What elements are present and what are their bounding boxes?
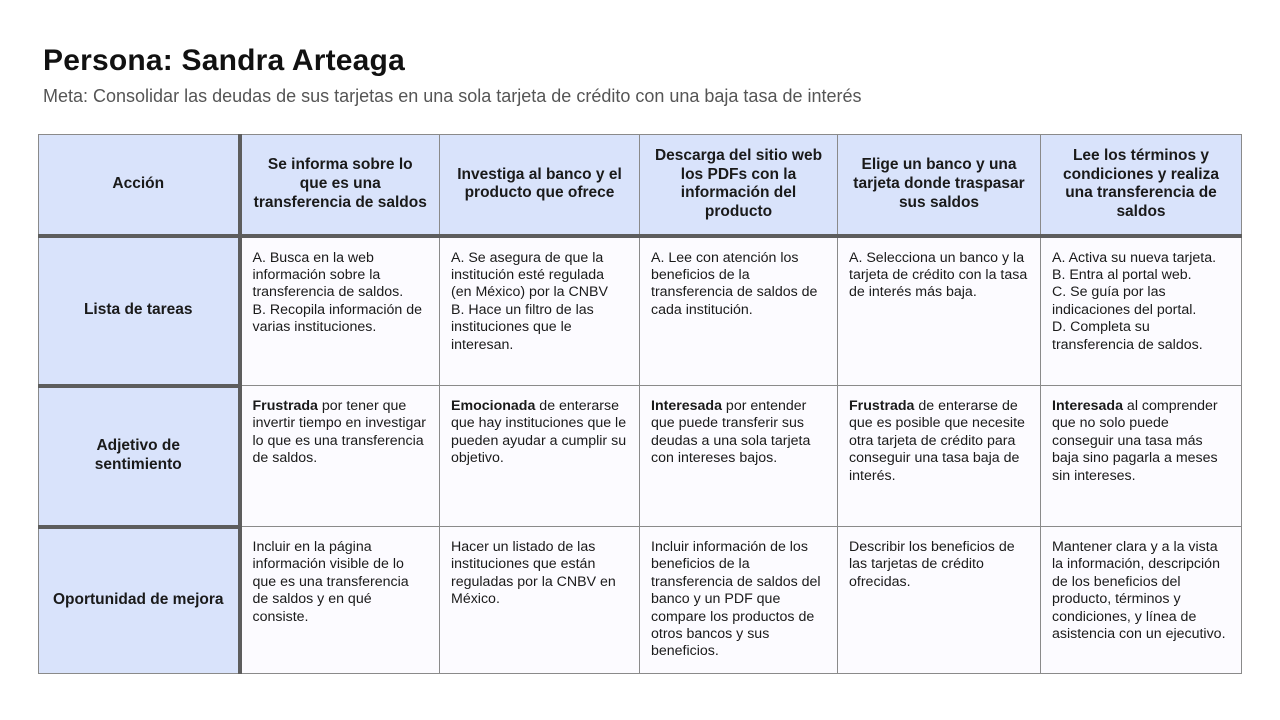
feeling-row bbox=[39, 386, 1242, 527]
corner-header: Acción bbox=[39, 135, 240, 236]
task-cell bbox=[1041, 236, 1242, 386]
opportunity-cell: Mantener clara y a la vista la información, descripción de los beneficios del producto, términos y condiciones, y línea de asistencia con un ejecutivo. bbox=[1041, 527, 1242, 674]
task-line: A. Se asegura de que la institución esté regulada (en México) por la CNBV bbox=[451, 249, 608, 301]
task-line: B. Recopila información de varias instituciones. bbox=[252, 301, 423, 336]
feeling-adjective: Interesada bbox=[1052, 398, 1123, 414]
task-line: A. Activa su nueva tarjeta. bbox=[1052, 249, 1217, 266]
feeling-cell bbox=[640, 386, 838, 527]
task-line: C. Se guía por las indicaciones del portal. bbox=[1052, 284, 1197, 318]
column-header: Se informa sobre lo que es una transferencia de saldos bbox=[240, 135, 440, 236]
task-line: A. Selecciona un banco y la tarjeta de crédito con la tasa de interés más baja. bbox=[849, 249, 1028, 301]
column-header: Lee los términos y condiciones y realiza una transferencia de saldos bbox=[1041, 135, 1242, 236]
column-header: Investiga al banco y el producto que ofrece bbox=[440, 135, 640, 236]
task-cell bbox=[640, 236, 838, 386]
task-line: A. Busca en la web información sobre la transferencia de saldos. bbox=[252, 249, 404, 301]
task-cell bbox=[240, 236, 440, 386]
feeling-text: por tener que invertir tiempo en investigar lo que es una transferencia de saldos. bbox=[252, 398, 426, 467]
task-line: D. Completa su transferencia de saldos. bbox=[1052, 319, 1203, 353]
opportunity-cell: Incluir información de los beneficios de la transferencia de saldos del banco y un PDF que compare los productos de otros bancos y sus beneficios. bbox=[640, 527, 838, 674]
feeling-cell bbox=[838, 386, 1041, 527]
tasks-row bbox=[39, 236, 1242, 386]
opportunity-row bbox=[39, 527, 1242, 674]
column-header: Elige un banco y una tarjeta donde traspasar sus saldos bbox=[838, 135, 1041, 236]
feeling-text: de enterarse que hay instituciones que le pueden ayudar a cumplir su objetivo. bbox=[451, 398, 627, 467]
page-title: Persona: Sandra Arteaga bbox=[43, 44, 405, 77]
task-cell bbox=[440, 236, 640, 386]
opportunity-cell: Describir los beneficios de las tarjetas de crédito ofrecidas. bbox=[838, 527, 1041, 674]
feeling-adjective: Frustrada bbox=[252, 398, 318, 414]
row-header-opportunity: Oportunidad de mejora bbox=[39, 527, 240, 674]
feeling-text: por entender que puede transferir sus deudas a una sola tarjeta con intereses bajos. bbox=[651, 398, 811, 467]
feeling-adjective: Frustrada bbox=[849, 398, 915, 414]
feeling-cell bbox=[1041, 386, 1242, 527]
task-cell bbox=[838, 236, 1041, 386]
task-line: B. Entra al portal web. bbox=[1052, 266, 1192, 283]
feeling-adjective: Emocionada bbox=[451, 398, 536, 414]
journey-map-table bbox=[38, 134, 1242, 674]
opportunity-cell: Incluir en la página información visible de lo que es una transferencia de saldos y en qué consiste. bbox=[240, 527, 440, 674]
page-subtitle: Meta: Consolidar las deudas de sus tarjetas en una sola tarjeta de crédito con una baja tasa de interés bbox=[43, 86, 862, 106]
feeling-text: al comprender que no solo puede conseguir una tasa más baja sino pagarla a meses sin intereses. bbox=[1052, 398, 1218, 484]
feeling-cell bbox=[440, 386, 640, 527]
feeling-adjective: Interesada bbox=[651, 398, 722, 414]
task-line: A. Lee con atención los beneficios de la transferencia de saldos de cada institución. bbox=[651, 249, 818, 318]
row-header-feeling: Adjetivo de sentimiento bbox=[39, 386, 240, 527]
task-line: B. Hace un filtro de las instituciones que le interesan. bbox=[451, 301, 594, 353]
column-header: Descarga del sitio web los PDFs con la información del producto bbox=[640, 135, 838, 236]
row-header-tasks: Lista de tareas bbox=[39, 236, 240, 386]
feeling-text: de enterarse de que es posible que necesite otra tarjeta de crédito para conseguir una tasa baja de interés. bbox=[849, 398, 1025, 484]
opportunity-cell: Hacer un listado de las instituciones que están reguladas por la CNBV en México. bbox=[440, 527, 640, 674]
header-row bbox=[39, 135, 1242, 236]
feeling-cell bbox=[240, 386, 440, 527]
